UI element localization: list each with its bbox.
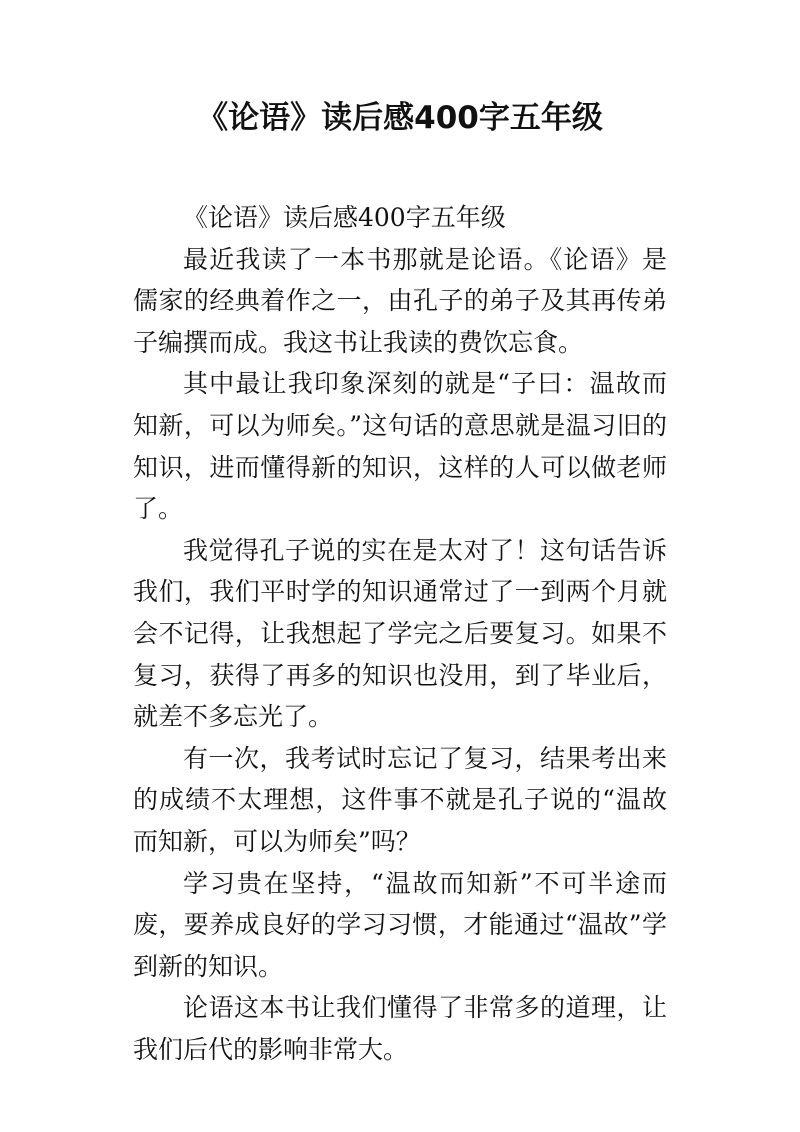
subtitle-paragraph: 《论语》读后感400字五年级 bbox=[183, 203, 506, 232]
body-paragraph: 有一次，我考试时忘记了复习，结果考出来的成绩不太理想，这件事不就是孔子说的“温故而知新，可以为师矣”吗？ bbox=[133, 743, 667, 856]
body-paragraph: 论语这本书让我们懂得了非常多的道理，让我们后代的影响非常大。 bbox=[133, 993, 667, 1064]
body-paragraph: 我觉得孔子说的实在是太对了！这句话告诉我们，我们平时学的知识通常过了一到两个月就会不记得，让我想起了学完之后要复习。如果不复习，获得了再多的知识也没用，到了毕业后，就差不多忘光了。 bbox=[133, 535, 667, 732]
document-title: 《论语》读后感400字五年级 bbox=[197, 100, 603, 136]
document-body bbox=[133, 197, 667, 1070]
body-paragraph: 学习贵在坚持，“温故而知新”不可半途而废，要养成良好的学习习惯，才能通过“温故”学到新的知识。 bbox=[133, 868, 667, 981]
body-paragraph: 其中最让我印象深刻的就是“子曰：温故而知新，可以为师矣。”这句话的意思就是温习旧的知识，进而懂得新的知识，这样的人可以做老师了。 bbox=[133, 369, 667, 524]
body-paragraph: 最近我读了一本书那就是论语。《论语》是儒家的经典着作之一，由孔子的弟子及其再传弟子编撰而成。我这书让我读的费饮忘食。 bbox=[133, 244, 667, 357]
